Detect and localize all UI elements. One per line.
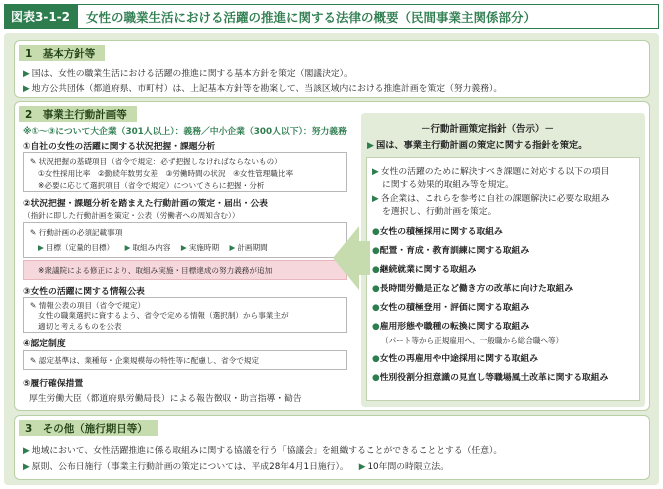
required-items: ▶ 目標（定量的目標） ▶ 取組み内容 ▶ 実施時期 ▶ 計画期間 [38,243,268,252]
pencil-icon: ✎ [30,157,39,166]
step-2-box-head: ✎ 行動計画の必須記載事項 [30,228,123,237]
step-1-box [23,152,347,192]
guideline-box [366,157,640,401]
step-3-title: ③女性の活躍に関する情報公表 [23,287,145,297]
step-1-line-2: ①女性採用比率 ②勤続年数男女差 ③労働時間の状況 ④女性管理職比率 [38,169,294,178]
initiative-item: ●継続就業に関する取組み [372,265,477,275]
initiative-item: ●女性の再雇用や中途採用に関する取組み [372,354,539,364]
step-2-title: ②状況把握・課題分析を踏まえた行動計画の策定・届出・公表 [23,199,268,209]
triangle-icon: ▶ [180,243,187,252]
step-1-title: ①自社の女性の活躍に関する状況把握・課題分析 [23,142,216,152]
step-2-subtitle: （指針に即した行動計画を策定・公表（労働者への周知含む）） [23,211,240,220]
bullet-icon: ● [372,354,380,364]
sec3-line-2: ▶ 原則、公布日施行（事業主行動計画の策定については、平成28年4月1日施行）。 ▶ 10年間の時限立法。 [23,462,450,472]
step-3-line-1: ✎ 情報公表の項目（省令で規定） [30,301,146,310]
figure-title: 女性の職業生活における活躍の推進に関する法律の概要（民間事業主関係部分） [86,9,537,25]
sec3-line-1: ▶ 地域において、女性活躍推進に係る取組みに関する協議を行う「協議会」を組織することができることとする（任意）。 [23,446,503,456]
section-2-header: 2 事業主行動計画等 [19,106,137,122]
left-arrow-body [358,241,370,275]
step-4-box [23,350,347,370]
bullet-icon: ● [372,284,380,294]
guideline-panel [361,113,645,407]
step-3-line-2: 女性の職業選択に資するよう、省令で定める情報（選択制）から事業主が [38,311,289,320]
section-1-header: 1 基本方針等 [19,45,105,61]
scope-note: ※①～③について大企業（301人以上）：義務／中小企業（300人以下）：努力義務 [23,127,347,137]
bullet-icon: ● [372,227,380,237]
amendment-note: ※衆議院による修正により、取組み実施・目標達成の努力義務が追加 [38,266,273,275]
triangle-icon: ▶ [372,167,379,177]
step-5-title: ⑤履行確保措置 [23,379,84,389]
sec1-line-2: ▶ 地方公共団体（都道府県、市町村）は、上記基本方針等を勘案して、当該区域内における推進計画を策定（努力義務）。 [23,84,503,94]
bullet-icon: ● [372,373,380,383]
triangle-icon: ▶ [23,69,30,79]
triangle-icon: ▶ [358,462,366,472]
section-3-header: 3 その他（施行期日等） [19,420,158,436]
initiative-item: ●女性の積極採用に関する取組み [372,227,503,237]
triangle-icon: ▶ [23,462,30,472]
triangle-icon: ▶ [38,243,44,252]
section-other [14,415,650,480]
bullet-icon: ● [372,246,380,256]
bullet-icon: ● [372,265,380,275]
triangle-icon: ▶ [23,446,30,456]
initiative-item: ●雇用形態や職種の転換に関する取組み [372,322,530,332]
step-2-box [23,222,347,258]
pencil-icon: ✎ [30,228,39,237]
figure-title-bar [4,4,659,29]
triangle-icon: ▶ [124,243,131,252]
pencil-icon: ✎ [30,356,39,365]
guideline-header: －行動計画策定指針（告示）－ [421,124,555,135]
guideline-box-line-1: ▶ 女性の活躍のために解決すべき課題に対応する以下の項目 [372,167,610,177]
step-3-line-3: 適切と考えるものを公表 [38,322,122,331]
step-4-line: ✎ 認定基準は、業種毎・企業規模毎の特性等に配慮し、省令で規定 [30,356,259,365]
initiative-item: ●長時間労働是正など働き方の改革に向けた取組み [372,284,574,294]
step-3-box [23,297,347,333]
triangle-icon: ▶ [23,84,30,94]
step-4-title: ④認定制度 [23,339,66,349]
bullet-icon: ● [372,322,380,332]
guideline-box-line-3: ▶ 各企業は、これらを参考に自社の課題解決に必要な取組み [372,194,610,204]
left-arrow-icon [333,226,359,290]
guideline-box-line-2: に関する効果的取組み等を規定。 [382,180,514,190]
initiative-item: ●配置・育成・教育訓練に関する取組み [372,246,530,256]
triangle-icon: ▶ [367,140,375,151]
step-1-line-3: ※必要に応じて選択項目（省令で規定）についてさらに把握・分析 [38,181,265,190]
step-5-text: 厚生労働大臣（都道府県労働局長）による報告徴収・助言指導・勧告 [29,394,302,404]
pencil-icon: ✎ [30,301,39,310]
guideline-lead: ▶ 国は、事業主行動計画の策定に関する指針を策定。 [367,140,588,151]
amendment-note-box [23,260,347,280]
section-basic-policy [14,40,650,98]
initiative-item: ●女性の積極登用・評価に関する取組み [372,303,530,313]
sec1-line-1: ▶ 国は、女性の職業生活における活躍の推進に関する基本方針を策定（閣議決定）。 [23,69,353,79]
section-action-plan [14,101,650,411]
bullet-icon: ● [372,303,380,313]
figure-number: 図表3-1-2 [5,5,78,28]
initiative-item: ●性別役割分担意識の見直し等職場風土改革に関する取組み [372,373,609,383]
triangle-icon: ▶ [372,194,379,204]
step-1-line-1: ✎ 状況把握の基礎項目（省令で規定：必ず把握しなければならないもの） [30,157,282,166]
initiative-note: （パート等から正規雇用へ、一般職から総合職へ等） [381,336,564,345]
guideline-box-line-4: を選択し、行動計画を策定。 [382,207,497,217]
triangle-icon: ▶ [229,243,236,252]
